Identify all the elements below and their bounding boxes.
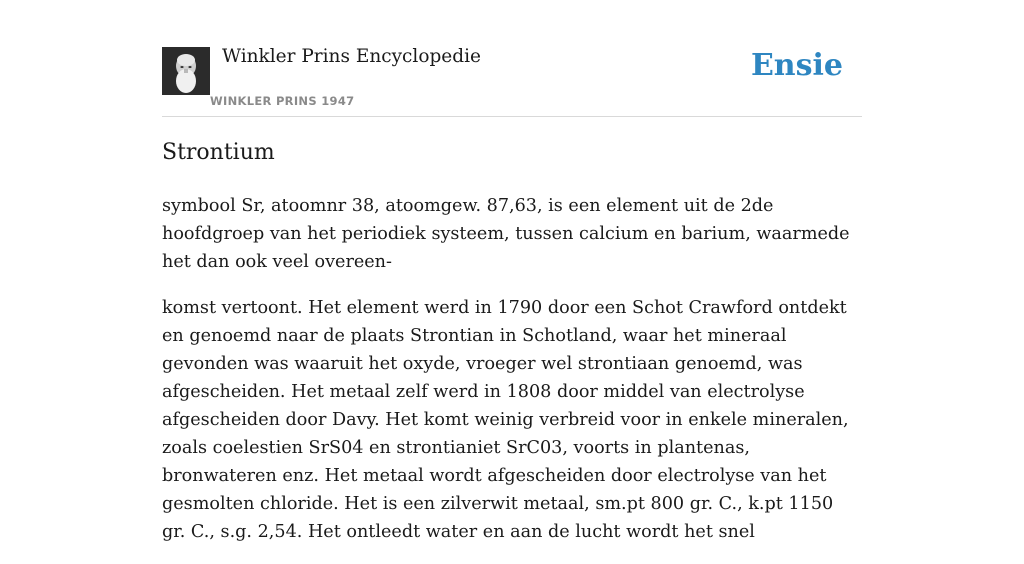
publication-header [162, 0, 862, 117]
publication-subtitle[interactable]: WINKLER PRINS 1947 [210, 94, 355, 108]
article-body [162, 192, 862, 564]
article-paragraph: symbool Sr, atoomnr 38, atoomgew. 87,63, is een element uit de 2de hoofdgroep van het periodiek systeem, tussen calcium en barium, waarmede het dan ook veel overeen- [162, 196, 850, 272]
publication-title[interactable]: Winkler Prins Encyclopedie [222, 46, 481, 67]
page-container [162, 0, 862, 542]
portrait-avatar-icon[interactable] [162, 47, 210, 95]
article-paragraph: komst vertoont. Het element werd in 1790 door een Schot Crawford ontdekt en genoemd naar de plaats Strontian in Schotland, waar het mineraal gevonden was waaruit het oxyde, vroeger wel strontiaan genoemd, was afgescheiden. Het metaal zelf werd in 1808 door middel van electrolyse afgescheiden door Davy. Het komt weinig verbreid voor in enkele mineralen, zoals coelestien SrS04 en strontianiet SrC03, voorts in plantenas, bronwateren enz. Het metaal wordt afgescheiden door electrolyse van het gesmolten chloride. Het is een zilverwit metaal, sm.pt 800 gr. C., k.pt 1150 gr. C., s.g. 2,54. Het ontleedt water en aan de lucht wordt het snel [162, 298, 849, 542]
article-title: Strontium [162, 140, 275, 165]
brand-logo[interactable]: Ensie [750, 48, 843, 83]
